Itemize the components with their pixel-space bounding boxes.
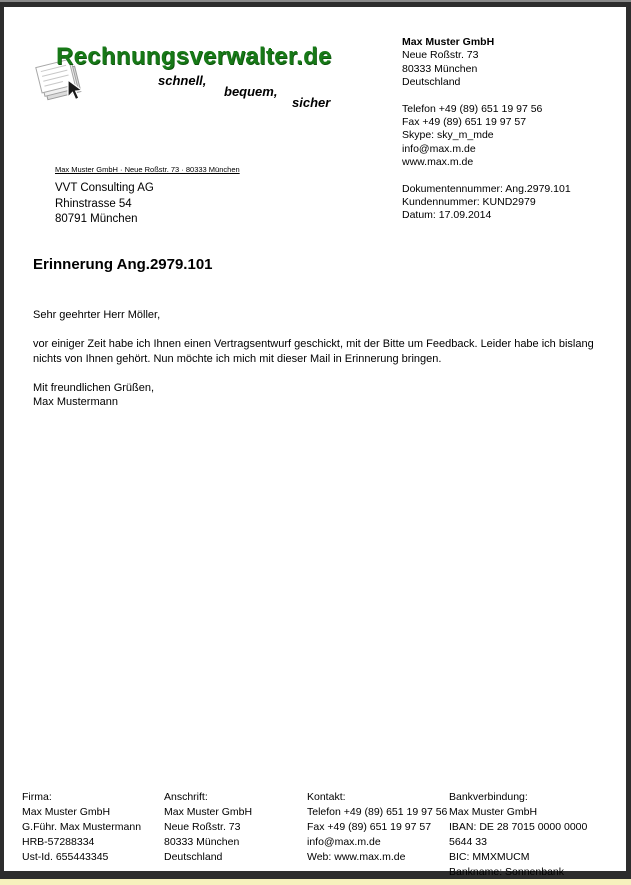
sender-phone: Telefon +49 (89) 651 19 97 56 <box>402 102 543 115</box>
logo-tagline-word: bequem, <box>224 84 278 99</box>
letter-body <box>33 308 599 410</box>
footer-heading: Kontakt: <box>307 791 346 803</box>
footer-line: Web: www.max.m.de <box>307 851 406 863</box>
footer-column-kontakt <box>307 790 447 865</box>
return-address-line: Max Muster GmbH · Neue Roßstr. 73 · 80333 München <box>55 165 240 174</box>
footer-line: Neue Roßstr. 73 <box>164 821 241 833</box>
footer-line: info@max.m.de <box>307 836 381 848</box>
logo-tagline-word: schnell, <box>158 73 207 88</box>
closing-line: Mit freundlichen Grüßen, <box>33 381 155 394</box>
recipient-name: VVT Consulting AG <box>55 182 154 194</box>
footer-heading: Bankverbindung: <box>449 791 528 803</box>
footer-line: Max Muster GmbH <box>449 806 538 818</box>
sender-address-line: Neue Roßstr. 73 <box>402 49 479 62</box>
footer-heading: Anschrift: <box>164 791 208 803</box>
footer-line: Max Muster GmbH <box>164 806 253 818</box>
recipient-city: 80791 München <box>55 213 138 225</box>
footer-line: Deutschland <box>164 851 223 863</box>
sender-info-block <box>402 36 571 236</box>
footer-line: Fax +49 (89) 651 19 97 57 <box>307 821 432 833</box>
document-title: Erinnerung Ang.2979.101 <box>33 256 213 273</box>
document-page <box>4 7 626 878</box>
footer-line: Bankname: Sonnenbank <box>449 866 565 878</box>
sender-address-line: 80333 München <box>402 62 478 75</box>
document-date: Datum: 17.09.2014 <box>402 209 492 222</box>
footer-line: HRB-57288334 <box>22 836 95 848</box>
footer-column-firma <box>22 790 141 865</box>
footer-line: Ust-Id. 655443345 <box>22 851 109 863</box>
viewport-top-edge <box>0 0 631 2</box>
recipient-street: Rhinstrasse 54 <box>55 197 132 210</box>
logo-tagline-word: sicher <box>292 95 331 110</box>
signature-name: Max Mustermann <box>33 396 118 408</box>
sender-skype: Skype: sky_m_mde <box>402 129 494 142</box>
footer-column-anschrift <box>164 790 252 865</box>
customer-number: Kundennummer: KUND2979 <box>402 196 536 209</box>
sender-address-line: Deutschland <box>402 76 461 89</box>
logo-wordmark: Rechnungsverwalter.de <box>56 43 332 70</box>
sender-fax: Fax +49 (89) 651 19 97 57 <box>402 116 527 129</box>
body-paragraph: vor einiger Zeit habe ich Ihnen einen Vertragsentwurf geschickt, mit der Bitte um Feedback. Leider habe ich bislang nichts von Ihnen gehört. Nun möchte ich mich mit dieser Mail in Erinnerung bringen. <box>33 338 594 365</box>
sender-website: www.max.m.de <box>402 156 474 169</box>
footer-line: Max Muster GmbH <box>22 806 111 818</box>
footer-line: Telefon +49 (89) 651 19 97 56 <box>307 806 448 818</box>
sender-email: info@max.m.de <box>402 142 476 155</box>
footer-heading: Firma: <box>22 791 52 803</box>
viewport-bottom-strip <box>0 879 631 885</box>
sender-company-name: Max Muster GmbH <box>402 36 495 48</box>
document-number: Dokumentennummer: Ang.2979.101 <box>402 182 571 195</box>
footer-line: BIC: MMXMUCM <box>449 851 530 863</box>
footer-line: 5644 33 <box>449 836 487 848</box>
footer-line: 80333 München <box>164 836 240 848</box>
footer-column-bankverbindung <box>449 790 587 880</box>
recipient-address-block <box>55 165 240 228</box>
footer-line: G.Führ. Max Mustermann <box>22 821 142 833</box>
salutation: Sehr geehrter Herr Möller, <box>33 309 161 321</box>
footer-line: IBAN: DE 28 7015 0000 0000 <box>449 821 588 833</box>
